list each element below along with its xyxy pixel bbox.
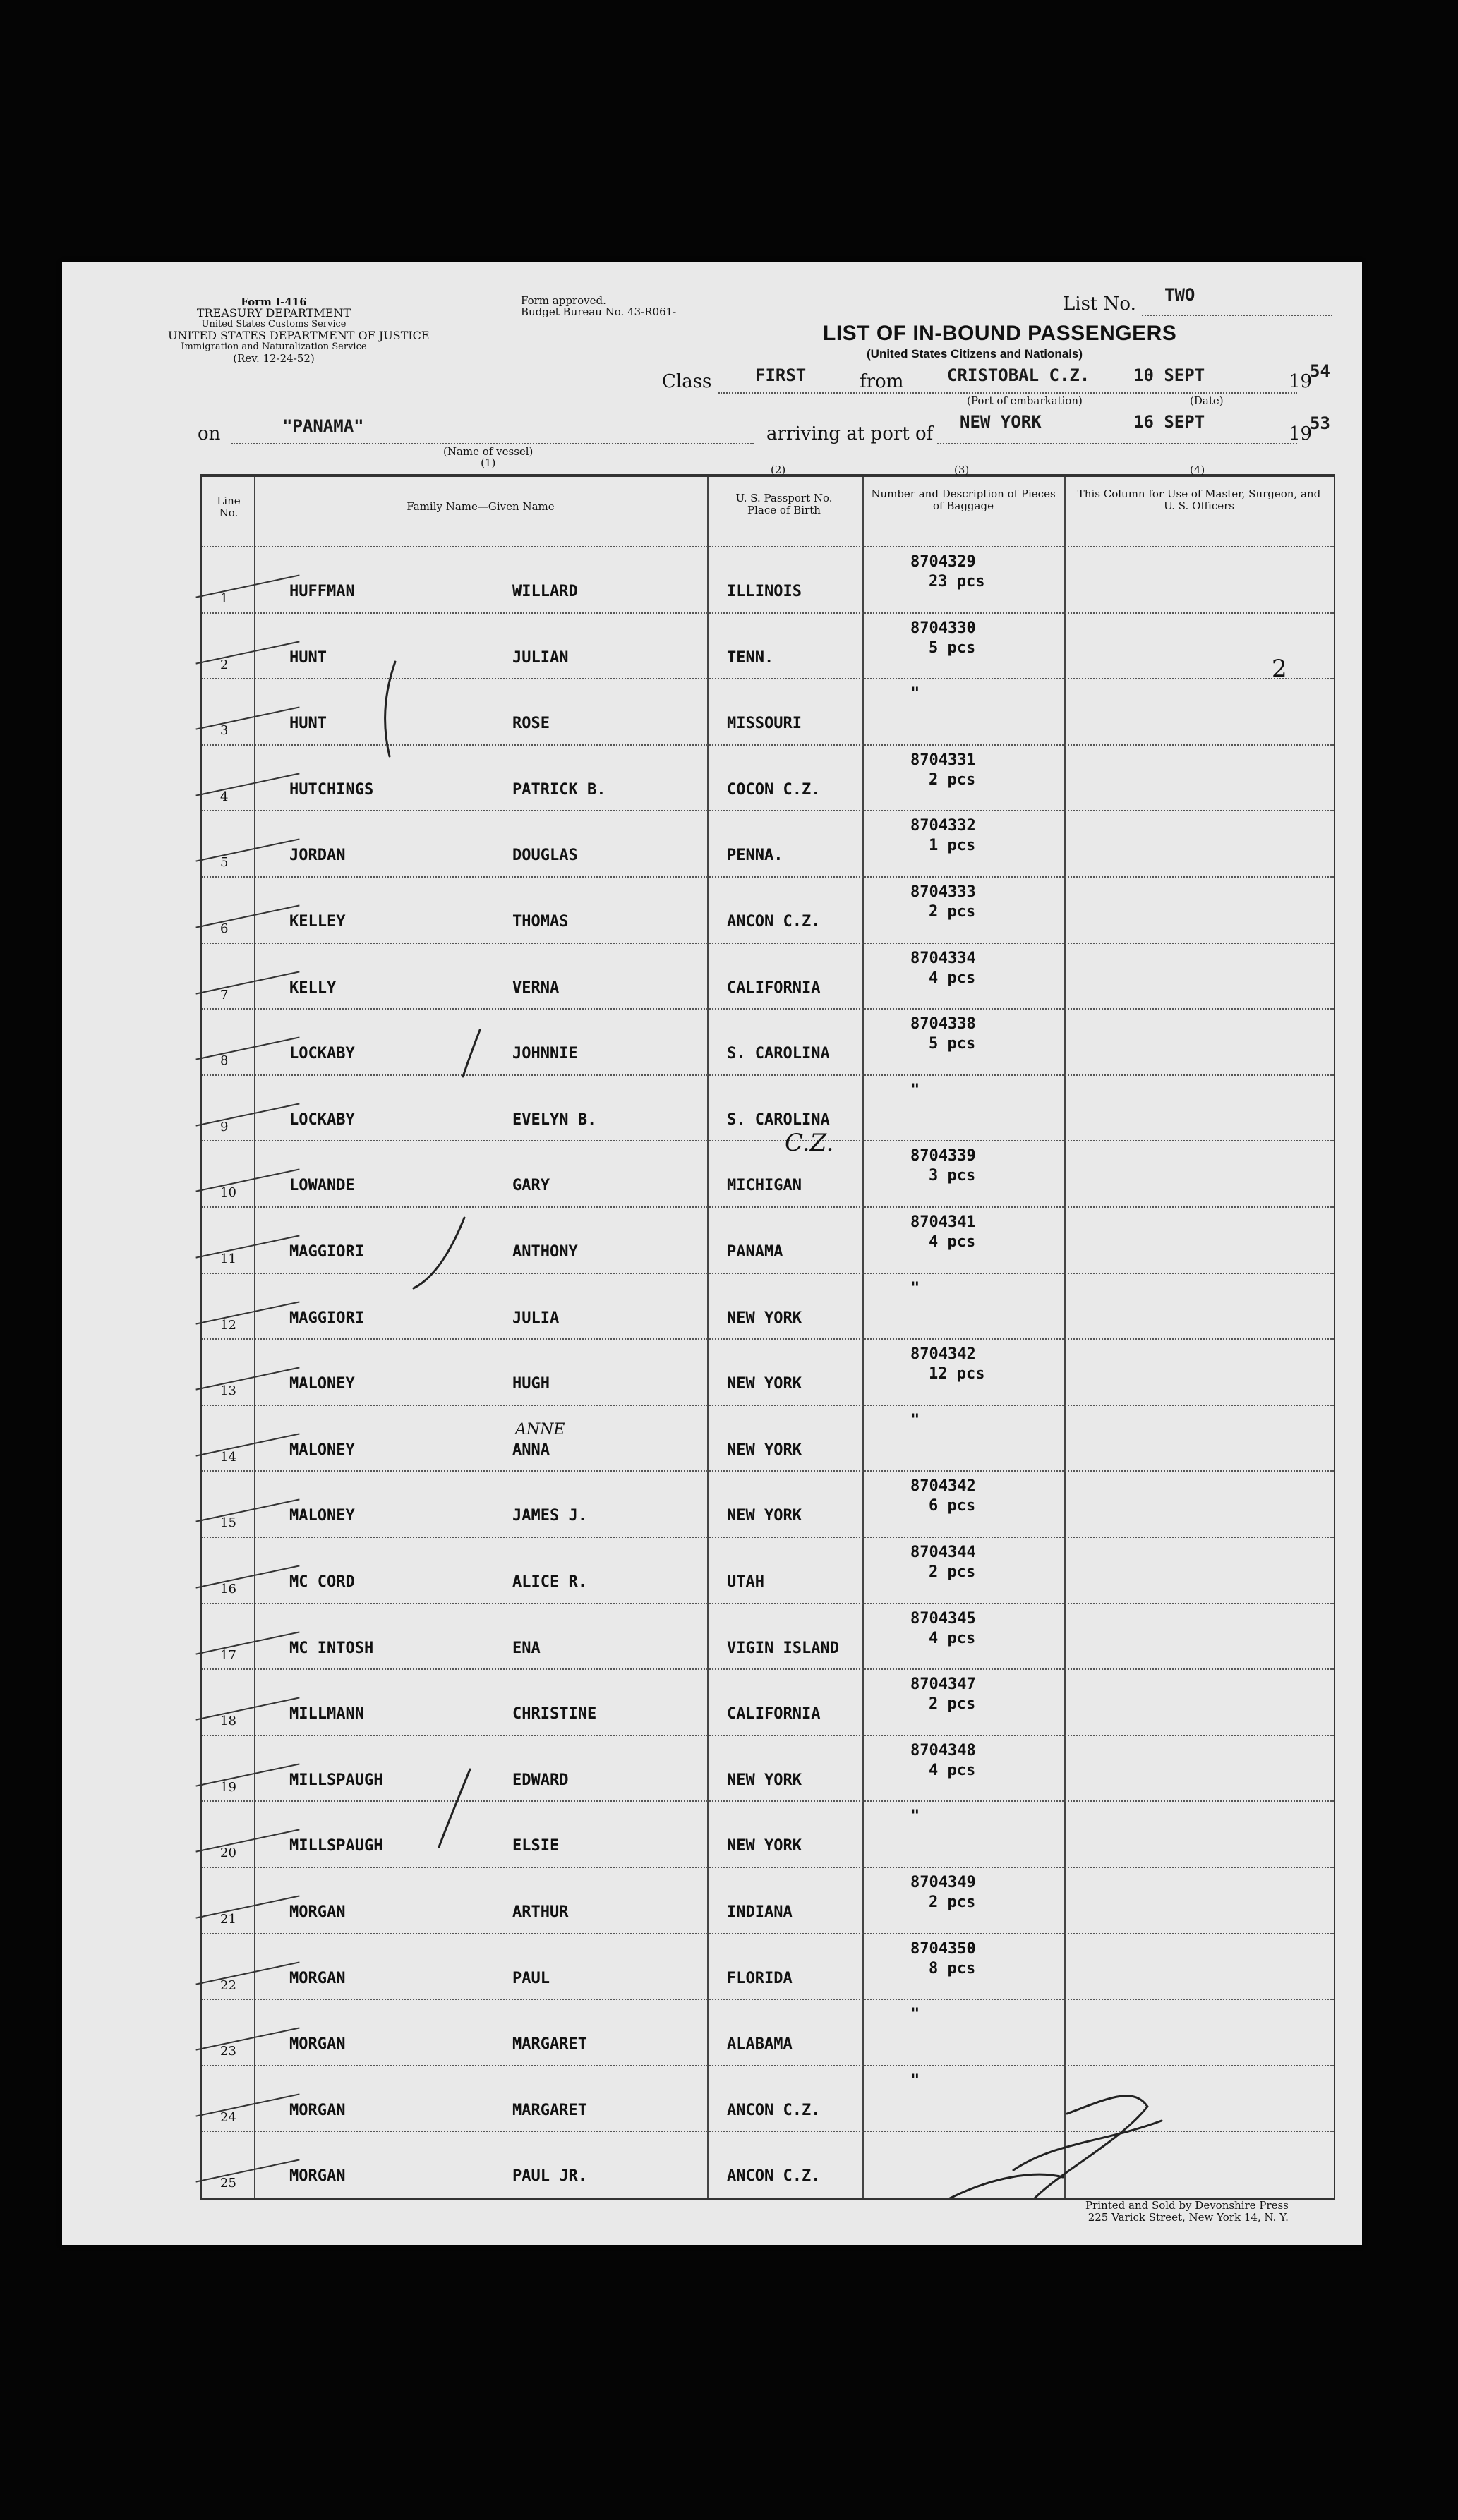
- family-name: MORGAN: [289, 1969, 346, 1987]
- line-number: 20: [220, 1846, 236, 1861]
- place-of-birth: ANCON C.Z.: [727, 913, 821, 931]
- baggage-pieces: 6 pcs: [929, 1497, 976, 1515]
- given-name: ELSIE: [512, 1837, 560, 1855]
- family-name: LOCKABY: [289, 1045, 355, 1063]
- given-name: JULIAN: [512, 648, 569, 667]
- form-revision: (Rev. 12-24-52): [233, 352, 315, 365]
- given-name: PAUL JR.: [512, 2167, 587, 2186]
- line-number: 11: [220, 1252, 236, 1266]
- on-label: on: [198, 423, 221, 444]
- baggage-number: 8704342: [910, 1345, 976, 1364]
- line-number: 6: [220, 921, 229, 936]
- baggage-number: 8704349: [910, 1874, 976, 1891]
- line-number: 4: [220, 789, 229, 804]
- col-n3: (3): [954, 464, 970, 476]
- line-number: 24: [220, 2109, 236, 2125]
- check-mark: [195, 1961, 299, 1985]
- place-of-birth: S. CAROLINA: [727, 1110, 830, 1129]
- line-number: 2: [220, 657, 229, 672]
- given-name: PAUL: [512, 1969, 550, 1987]
- baggage-pieces: 8 pcs: [929, 1959, 976, 1977]
- check-mark: [195, 904, 299, 928]
- baggage-pieces: 12 pcs: [929, 1365, 985, 1383]
- printer-credit: [1085, 2200, 1289, 2224]
- table-row: [202, 1273, 1334, 1339]
- col-n2: (2): [771, 464, 786, 476]
- given-name: ANTHONY: [512, 1243, 578, 1261]
- class-label: Class: [662, 371, 712, 392]
- place-of-birth: NEW YORK: [727, 1507, 802, 1525]
- family-name: MORGAN: [289, 1903, 346, 1921]
- given-name: EDWARD: [512, 1771, 569, 1789]
- baggage-number: ": [910, 1807, 920, 1826]
- baggage-pieces: 5 pcs: [929, 1035, 976, 1053]
- ins-service: Immigration and Naturalization Service: [181, 341, 367, 352]
- vessel-caption: (Name of vessel) (1): [443, 445, 534, 469]
- given-name: GARY: [512, 1177, 550, 1195]
- arrival-date: 16 SEPT: [1133, 412, 1205, 432]
- line-number: 22: [220, 1977, 236, 1993]
- line-number: 12: [220, 1317, 236, 1333]
- line-number: 15: [220, 1515, 236, 1531]
- arrival-year-prefix: 19: [1289, 423, 1313, 444]
- table-row: [202, 1140, 1334, 1206]
- baggage-pieces: 4 pcs: [929, 1233, 976, 1251]
- given-name: VERNA: [512, 979, 560, 997]
- line-number: 25: [220, 2176, 236, 2191]
- check-mark: [195, 1829, 299, 1853]
- given-name: DOUGLAS: [512, 847, 578, 865]
- check-mark: [195, 773, 299, 796]
- baggage-number: ": [910, 2071, 920, 2090]
- table-row: [202, 1800, 1334, 1867]
- baggage-pieces: 2 pcs: [929, 1695, 976, 1714]
- table-row: [202, 1999, 1334, 2065]
- place-of-birth: ILLINOIS: [727, 583, 802, 600]
- arrival-year: 53: [1310, 413, 1330, 433]
- arriving-label: arriving at port of: [766, 423, 934, 444]
- given-name: ALICE R.: [512, 1573, 587, 1591]
- line-number: 10: [220, 1185, 236, 1201]
- family-name: HUFFMAN: [289, 583, 355, 600]
- family-name: MORGAN: [289, 2035, 346, 2054]
- from-date: 10 SEPT: [1133, 365, 1205, 385]
- table-row: [202, 678, 1334, 744]
- baggage-pieces: 2 pcs: [929, 903, 976, 921]
- col-header-passport: U. S. Passport No. Place of Birth: [735, 492, 833, 516]
- table-row: [202, 1338, 1334, 1405]
- table-row: [202, 2065, 1334, 2131]
- date-caption: (Date): [1190, 394, 1224, 407]
- check-mark: [195, 1103, 299, 1126]
- given-name: ARTHUR: [512, 1903, 569, 1921]
- family-name: MILLSPAUGH: [289, 1837, 383, 1855]
- place-of-birth: NEW YORK: [727, 1771, 802, 1789]
- table-row: [202, 1074, 1334, 1141]
- year-prefix: 19: [1289, 371, 1313, 392]
- place-of-birth: VIGIN ISLAND: [727, 1639, 839, 1657]
- baggage-number: 8704348: [910, 1741, 976, 1759]
- printer-line-1: Printed and Sold by Devonshire Press: [1085, 2199, 1289, 2212]
- baggage-number: 8704344: [910, 1544, 976, 1561]
- place-of-birth: ANCON C.Z.: [727, 2167, 821, 2186]
- check-mark: [195, 1565, 299, 1588]
- family-name: LOWANDE: [289, 1177, 355, 1195]
- family-name: MORGAN: [289, 2101, 346, 2119]
- baggage-pieces: 2 pcs: [929, 770, 976, 789]
- baggage-number: ": [910, 1081, 920, 1099]
- given-name: EVELYN B.: [512, 1110, 597, 1129]
- table-row: [202, 744, 1334, 811]
- given-name: MARGARET: [512, 2035, 587, 2054]
- table-row: [202, 876, 1334, 943]
- justice-dept: UNITED STATES DEPARTMENT OF JUSTICE: [168, 329, 430, 342]
- printer-line-2: 225 Varick Street, New York 14, N. Y.: [1088, 2211, 1289, 2224]
- given-name: THOMAS: [512, 913, 569, 931]
- check-mark: [195, 971, 299, 994]
- family-name: MC INTOSH: [289, 1639, 374, 1657]
- table-row: [202, 1405, 1334, 1471]
- family-name: HUNT: [289, 648, 327, 667]
- baggage-number: 8704339: [910, 1147, 976, 1165]
- table-row: [202, 943, 1334, 1009]
- table-row: [202, 1470, 1334, 1537]
- given-name: JULIA: [512, 1309, 560, 1327]
- table-row: [202, 1206, 1334, 1273]
- baggage-number: 8704347: [910, 1676, 976, 1694]
- class-value: FIRST: [755, 365, 807, 385]
- passenger-table: [200, 464, 1335, 2200]
- baggage-pieces: 4 pcs: [929, 1761, 976, 1779]
- family-name: MILLMANN: [289, 1705, 364, 1724]
- baggage-number: 8704332: [910, 817, 976, 835]
- check-mark: [195, 1037, 299, 1060]
- baggage-number: 8704341: [910, 1213, 976, 1231]
- check-mark: [195, 839, 299, 862]
- line-number: 21: [220, 1912, 236, 1927]
- given-name: JOHNNIE: [512, 1045, 578, 1063]
- table-row: [202, 810, 1334, 876]
- anne-correction: ANNE: [515, 1421, 565, 1438]
- check-mark: [195, 1169, 299, 1192]
- check-mark: [195, 641, 299, 664]
- place-of-birth: ALABAMA: [727, 2035, 793, 2054]
- place-of-birth: S. CAROLINA: [727, 1045, 830, 1063]
- place-of-birth: CALIFORNIA: [727, 1705, 821, 1724]
- place-of-birth: NEW YORK: [727, 1309, 802, 1327]
- baggage-pieces: 2 pcs: [929, 1563, 976, 1581]
- table-row: [202, 1867, 1334, 1933]
- col-header-officers: This Column for Use of Master, Surgeon, and U. S. Officers: [1077, 487, 1321, 512]
- baggage-pieces: 2 pcs: [929, 1894, 976, 1911]
- family-name: HUNT: [289, 715, 327, 733]
- baggage-number: 8704350: [910, 1939, 976, 1958]
- baggage-number: 8704333: [910, 883, 976, 901]
- passenger-manifest-page: [62, 262, 1362, 2245]
- line-number: 5: [220, 855, 229, 871]
- place-of-birth: MICHIGAN: [727, 1177, 802, 1195]
- baggage-pieces: 1 pcs: [929, 837, 976, 855]
- check-mark: [195, 707, 299, 730]
- baggage-number: 8704330: [910, 619, 976, 637]
- list-no-label: List No.: [1063, 293, 1136, 315]
- place-of-birth: PANAMA: [727, 1243, 783, 1261]
- page-title: LIST OF IN-BOUND PASSENGERS: [823, 322, 1177, 345]
- line-number: 16: [220, 1582, 236, 1597]
- check-mark: [195, 1367, 299, 1391]
- baggage-number: ": [910, 1279, 920, 1297]
- family-name: KELLY: [289, 979, 337, 997]
- line-number: 17: [220, 1647, 236, 1663]
- line-number: 23: [220, 2044, 236, 2059]
- port-caption: (Port of embarkation): [967, 394, 1083, 407]
- given-name: PATRICK B.: [512, 780, 606, 799]
- line-number: 14: [220, 1449, 236, 1465]
- treasury-dept: TREASURY DEPARTMENT: [196, 306, 351, 320]
- baggage-pieces: 4 pcs: [929, 969, 976, 987]
- given-name: WILLARD: [512, 583, 578, 600]
- family-name: MC CORD: [289, 1573, 355, 1591]
- given-name: ANNA: [512, 1441, 550, 1459]
- check-mark: [195, 574, 299, 598]
- family-name: MAGGIORI: [289, 1309, 364, 1327]
- place-of-birth: FLORIDA: [727, 1969, 793, 1987]
- given-name: CHRISTINE: [512, 1705, 597, 1724]
- baggage-number: 8704338: [910, 1015, 976, 1034]
- place-of-birth: UTAH: [727, 1573, 764, 1591]
- page-subtitle: (United States Citizens and Nationals): [867, 347, 1083, 361]
- arrival-port: NEW YORK: [960, 412, 1042, 432]
- form-id-block: [168, 296, 430, 365]
- table-row: [202, 546, 1334, 612]
- baggage-number: ": [910, 2006, 920, 2024]
- check-mark: [195, 1631, 299, 1654]
- from-label: from: [860, 371, 904, 392]
- check-mark: [195, 1301, 299, 1324]
- check-mark: [195, 1235, 299, 1258]
- family-name: MAGGIORI: [289, 1243, 364, 1261]
- from-year: 54: [1310, 361, 1330, 381]
- table-row: [202, 1537, 1334, 1603]
- col-n4: (4): [1190, 464, 1205, 476]
- check-mark: [195, 1697, 299, 1721]
- given-name: JAMES J.: [512, 1507, 587, 1525]
- family-name: MALONEY: [289, 1507, 355, 1525]
- baggage-pieces: 3 pcs: [929, 1167, 976, 1185]
- cz-correction: C.Z.: [785, 1129, 834, 1157]
- line-number: 13: [220, 1383, 236, 1399]
- line-number: 7: [220, 987, 229, 1002]
- check-mark: [195, 2028, 299, 2051]
- baggage-number: 8704345: [910, 1609, 976, 1628]
- vessel-name: "PANAMA": [282, 416, 364, 436]
- table-row: [202, 1008, 1334, 1074]
- check-mark: [195, 1895, 299, 1918]
- family-name: HUTCHINGS: [289, 780, 374, 799]
- col-header-baggage: Number and Description of Pieces of Baggage: [871, 487, 1056, 512]
- table-row: [202, 1668, 1334, 1735]
- family-name: MALONEY: [289, 1375, 355, 1393]
- family-name: MILLSPAUGH: [289, 1771, 383, 1789]
- family-name: MORGAN: [289, 2167, 346, 2186]
- baggage-number: 8704331: [910, 751, 976, 769]
- baggage-pieces: 5 pcs: [929, 638, 976, 657]
- table-row: [202, 1735, 1334, 1801]
- table-row: [202, 1603, 1334, 1669]
- check-mark: [195, 2159, 299, 2183]
- table-row: [202, 1933, 1334, 1999]
- baggage-number: ": [910, 685, 920, 703]
- line-number: 18: [220, 1714, 236, 1729]
- place-of-birth: PENNA.: [727, 847, 783, 865]
- line-number: 19: [220, 1779, 236, 1795]
- line-number: 3: [220, 723, 229, 739]
- line-number: 9: [220, 1119, 229, 1134]
- baggage-pieces: 23 pcs: [929, 573, 985, 590]
- place-of-birth: NEW YORK: [727, 1441, 802, 1459]
- given-name: MARGARET: [512, 2101, 587, 2119]
- approval-block: [521, 295, 676, 317]
- check-mark: [195, 1499, 299, 1522]
- check-mark: [195, 1763, 299, 1786]
- col-header-name: Family Name—Given Name: [406, 500, 555, 513]
- place-of-birth: TENN.: [727, 648, 774, 667]
- place-of-birth: MISSOURI: [727, 715, 802, 733]
- form-number: Form I-416: [241, 296, 307, 308]
- customs-service: United States Customs Service: [201, 319, 347, 329]
- list-no-value: TWO: [1164, 285, 1195, 305]
- family-name: KELLEY: [289, 913, 346, 931]
- place-of-birth: COCON C.Z.: [727, 780, 821, 799]
- budget-bureau: Budget Bureau No. 43-R061-: [521, 305, 677, 318]
- baggage-number: 8704334: [910, 949, 976, 967]
- baggage-number: 8704342: [910, 1477, 976, 1496]
- given-name: HUGH: [512, 1375, 550, 1393]
- line-number: 8: [220, 1053, 229, 1069]
- table-row: [202, 612, 1334, 679]
- from-port: CRISTOBAL C.Z.: [947, 365, 1090, 385]
- check-mark: [195, 1433, 299, 1456]
- family-name: JORDAN: [289, 847, 346, 865]
- form-approved: Form approved.: [521, 294, 606, 307]
- given-name: ENA: [512, 1639, 541, 1657]
- place-of-birth: NEW YORK: [727, 1837, 802, 1855]
- place-of-birth: ANCON C.Z.: [727, 2101, 821, 2119]
- given-name: ROSE: [512, 715, 550, 733]
- place-of-birth: NEW YORK: [727, 1375, 802, 1393]
- baggage-number: ": [910, 1411, 920, 1429]
- table-row: [202, 2131, 1334, 2197]
- place-of-birth: CALIFORNIA: [727, 979, 821, 997]
- col-header-line: Line No.: [217, 495, 241, 519]
- officer-mark: 2: [1272, 655, 1287, 683]
- baggage-pieces: 4 pcs: [929, 1629, 976, 1647]
- family-name: MALONEY: [289, 1441, 355, 1459]
- line-number: 1: [220, 591, 229, 606]
- family-name: LOCKABY: [289, 1110, 355, 1129]
- baggage-number: 8704329: [910, 553, 976, 571]
- place-of-birth: INDIANA: [727, 1903, 793, 1921]
- check-mark: [195, 2093, 299, 2116]
